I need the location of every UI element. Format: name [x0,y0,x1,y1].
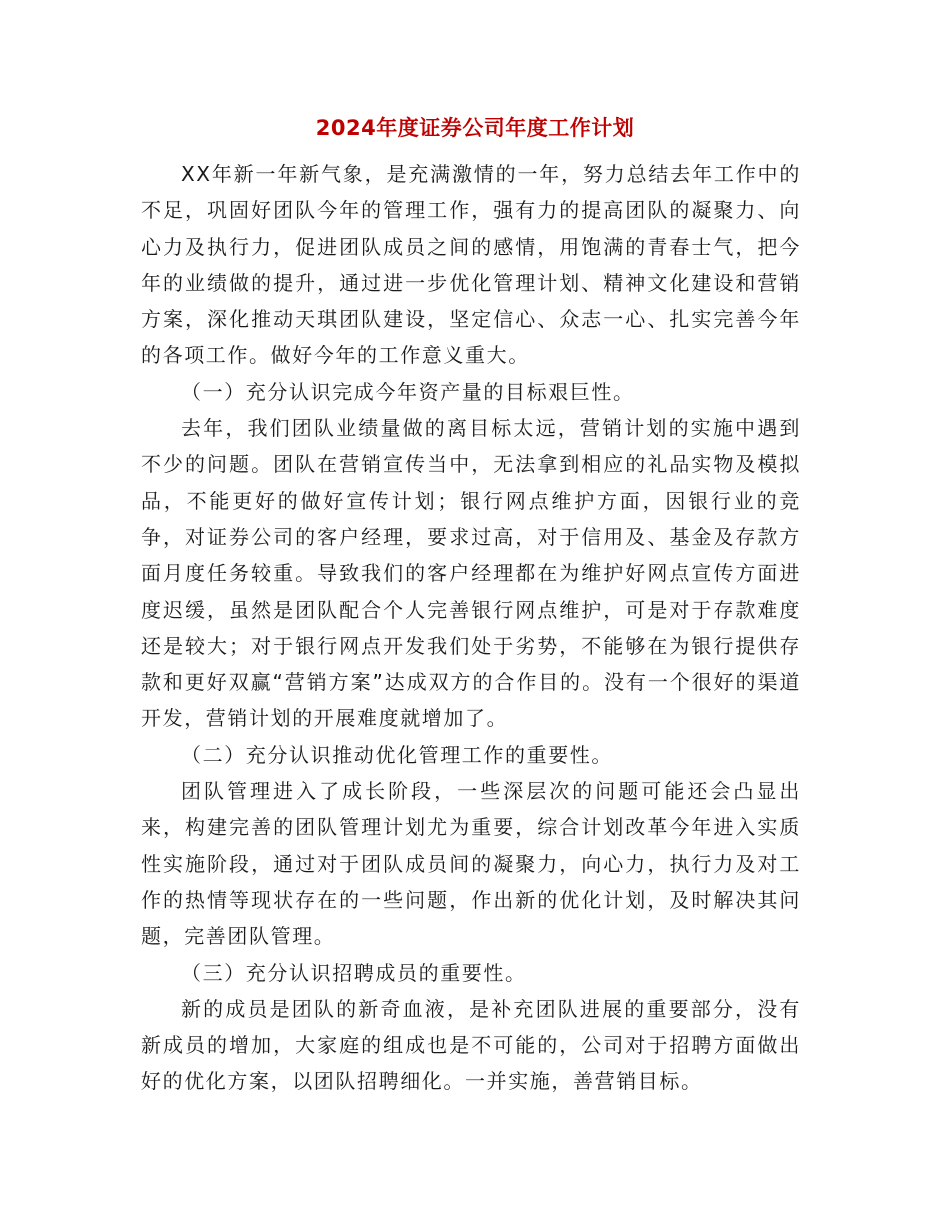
section-heading-3: （三）充分认识招聘成员的重要性。 [181,960,527,985]
paragraph-section-3: 新的成员是团队的新奇血液，是补充团队进展的重要部分，没有新成员的增加，大家庭的组成也是不可能的，公司对于招聘方面做出好的优化方案，以团队招聘细化。一并实施，善营销目标。 [141,996,801,1094]
document-title: 2024年度证券公司年度工作计划 [315,116,635,140]
document-body [141,156,801,1100]
section-heading-2: （二）充分认识推动优化管理工作的重要性。 [181,742,613,767]
paragraph-intro: XX年新一年新气象，是充满激情的一年，努力总结去年工作中的不足，巩固好团队今年的管理工作，强有力的提高团队的凝聚力、向心力及执行力，促进团队成员之间的感情，用饱满的青春士气，把今年的业绩做的提升，通过进一步优化管理计划、精神文化建设和营销方案，深化推动天琪团队建设，坚定信心、众志一心、扎实完善今年的各项工作。做好今年的工作意义重大。 [141,162,801,368]
paragraph-section-1: 去年，我们团队业绩量做的离目标太远，营销计划的实施中遇到不少的问题。团队在营销宣传当中，无法拿到相应的礼品实物及模拟品，不能更好的做好宣传计划；银行网点维护方面，因银行业的竞争，对证券公司的客户经理，要求过高，对于信用及、基金及存款方面月度任务较重。导致我们的客户经理都在为维护好网点宣传方面进度迟缓，虽然是团队配合个人完善银行网点维护，可是对于存款难度还是较大；对于银行网点开发我们处于劣势，不能够在为银行提供存款和更好双赢“营销方案”达成双方的合作目的。没有一个很好的渠道开发，营销计划的开展难度就增加了。 [141,416,801,731]
paragraph-section-2: 团队管理进入了成长阶段，一些深层次的问题可能还会凸显出来，构建完善的团队管理计划尤为重要，综合计划改革今年进入实质性实施阶段，通过对于团队成员间的凝聚力，向心力，执行力及对工作的热情等现状存在的一些问题，作出新的优化计划，及时解决其问题，完善团队管理。 [141,779,801,949]
section-heading-1: （一）充分认识完成今年资产量的目标艰巨性。 [181,379,635,404]
